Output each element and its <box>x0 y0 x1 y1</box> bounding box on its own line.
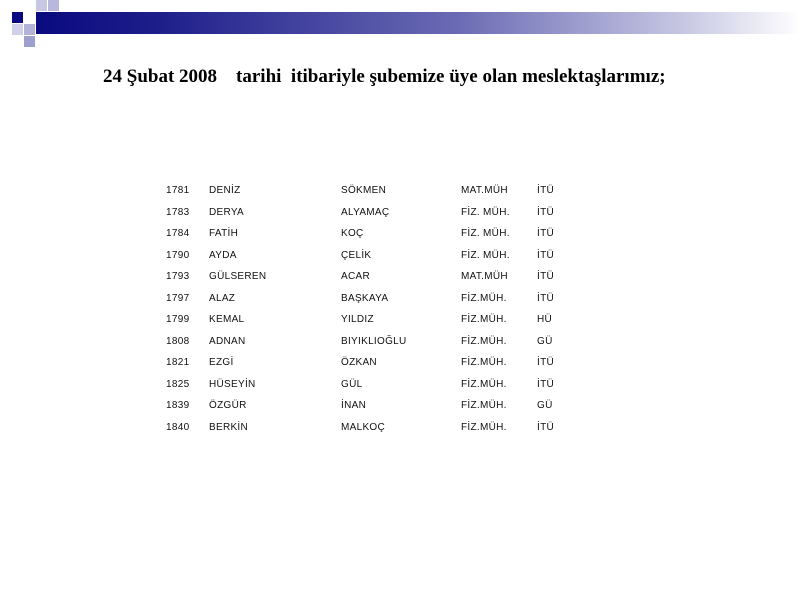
member-name: EZGİ <box>209 357 234 369</box>
member-surname: ÇELİK <box>341 249 372 261</box>
table-row <box>166 417 577 439</box>
member-department: FİZ.MÜH. <box>461 292 507 304</box>
member-university: İTÜ <box>537 357 555 369</box>
table-row <box>166 331 577 353</box>
light-square-icon <box>24 36 35 47</box>
members-table-body <box>166 180 577 438</box>
light-square-icon <box>12 24 23 35</box>
table-row <box>166 266 577 288</box>
light-square-icon <box>36 0 47 11</box>
member-name: GÜLSEREN <box>209 271 267 283</box>
member-department: FİZ. MÜH. <box>461 249 510 261</box>
members-table <box>166 180 577 438</box>
member-department: FİZ.MÜH. <box>461 314 507 326</box>
table-row <box>166 288 577 310</box>
member-surname: GÜL <box>341 378 363 390</box>
member-name: ALAZ <box>209 292 236 304</box>
member-number: 1783 <box>166 206 190 218</box>
table-row <box>166 202 577 224</box>
member-university: GÜ <box>537 335 553 347</box>
table-row <box>166 180 577 202</box>
member-department: FİZ.MÜH. <box>461 335 507 347</box>
member-university: İTÜ <box>537 421 555 433</box>
member-name: KEMAL <box>209 314 245 326</box>
member-university: İTÜ <box>537 185 555 197</box>
table-row <box>166 223 577 245</box>
member-university: HÜ <box>537 314 553 326</box>
member-department: FİZ.MÜH. <box>461 421 507 433</box>
member-surname: ÖZKAN <box>341 357 377 369</box>
member-name: BERKİN <box>209 421 249 433</box>
member-university: GÜ <box>537 400 553 412</box>
member-number: 1821 <box>166 357 190 369</box>
member-surname: SÖKMEN <box>341 185 387 197</box>
table-row <box>166 309 577 331</box>
member-university: İTÜ <box>537 378 555 390</box>
member-number: 1840 <box>166 421 190 433</box>
member-name: DERYA <box>209 206 245 218</box>
member-surname: MALKOÇ <box>341 421 386 433</box>
table-row <box>166 352 577 374</box>
page-title: 24 Şubat 2008 tarihi itibariyle şubemize üye olan meslektaşlarımız; <box>103 66 666 87</box>
member-number: 1808 <box>166 335 190 347</box>
decorative-header <box>0 0 800 50</box>
table-row <box>166 245 577 267</box>
member-surname: BAŞKAYA <box>341 292 389 304</box>
member-number: 1797 <box>166 292 190 304</box>
member-surname: KOÇ <box>341 228 364 240</box>
member-surname: BIYIKLIOĞLU <box>341 335 407 347</box>
dark-square-icon <box>12 12 23 23</box>
member-university: İTÜ <box>537 206 555 218</box>
member-name: HÜSEYİN <box>209 378 256 390</box>
member-name: ÖZGÜR <box>209 400 247 412</box>
member-name: ADNAN <box>209 335 246 347</box>
member-department: FİZ. MÜH. <box>461 206 510 218</box>
member-number: 1825 <box>166 378 190 390</box>
member-number: 1781 <box>166 185 190 197</box>
member-department: MAT.MÜH <box>461 271 508 283</box>
member-number: 1784 <box>166 228 190 240</box>
member-number: 1793 <box>166 271 190 283</box>
table-row <box>166 374 577 396</box>
member-department: FİZ. MÜH. <box>461 228 510 240</box>
member-university: İTÜ <box>537 249 555 261</box>
member-department: FİZ.MÜH. <box>461 357 507 369</box>
member-name: FATİH <box>209 228 239 240</box>
member-department: MAT.MÜH <box>461 185 508 197</box>
member-department: FİZ.MÜH. <box>461 400 507 412</box>
member-surname: ALYAMAÇ <box>341 206 390 218</box>
light-square-icon <box>24 24 35 35</box>
member-name: DENİZ <box>209 185 241 197</box>
member-surname: ACAR <box>341 271 370 283</box>
member-surname: İNAN <box>341 400 367 412</box>
table-row <box>166 395 577 417</box>
member-name: AYDA <box>209 249 237 261</box>
member-university: İTÜ <box>537 228 555 240</box>
light-square-icon <box>24 12 35 23</box>
member-number: 1839 <box>166 400 190 412</box>
member-university: İTÜ <box>537 271 555 283</box>
member-department: FİZ.MÜH. <box>461 378 507 390</box>
member-university: İTÜ <box>537 292 555 304</box>
light-square-icon <box>48 0 59 11</box>
member-number: 1790 <box>166 249 190 261</box>
member-number: 1799 <box>166 314 190 326</box>
member-surname: YILDIZ <box>341 314 374 326</box>
header-gradient-bar <box>36 12 800 34</box>
